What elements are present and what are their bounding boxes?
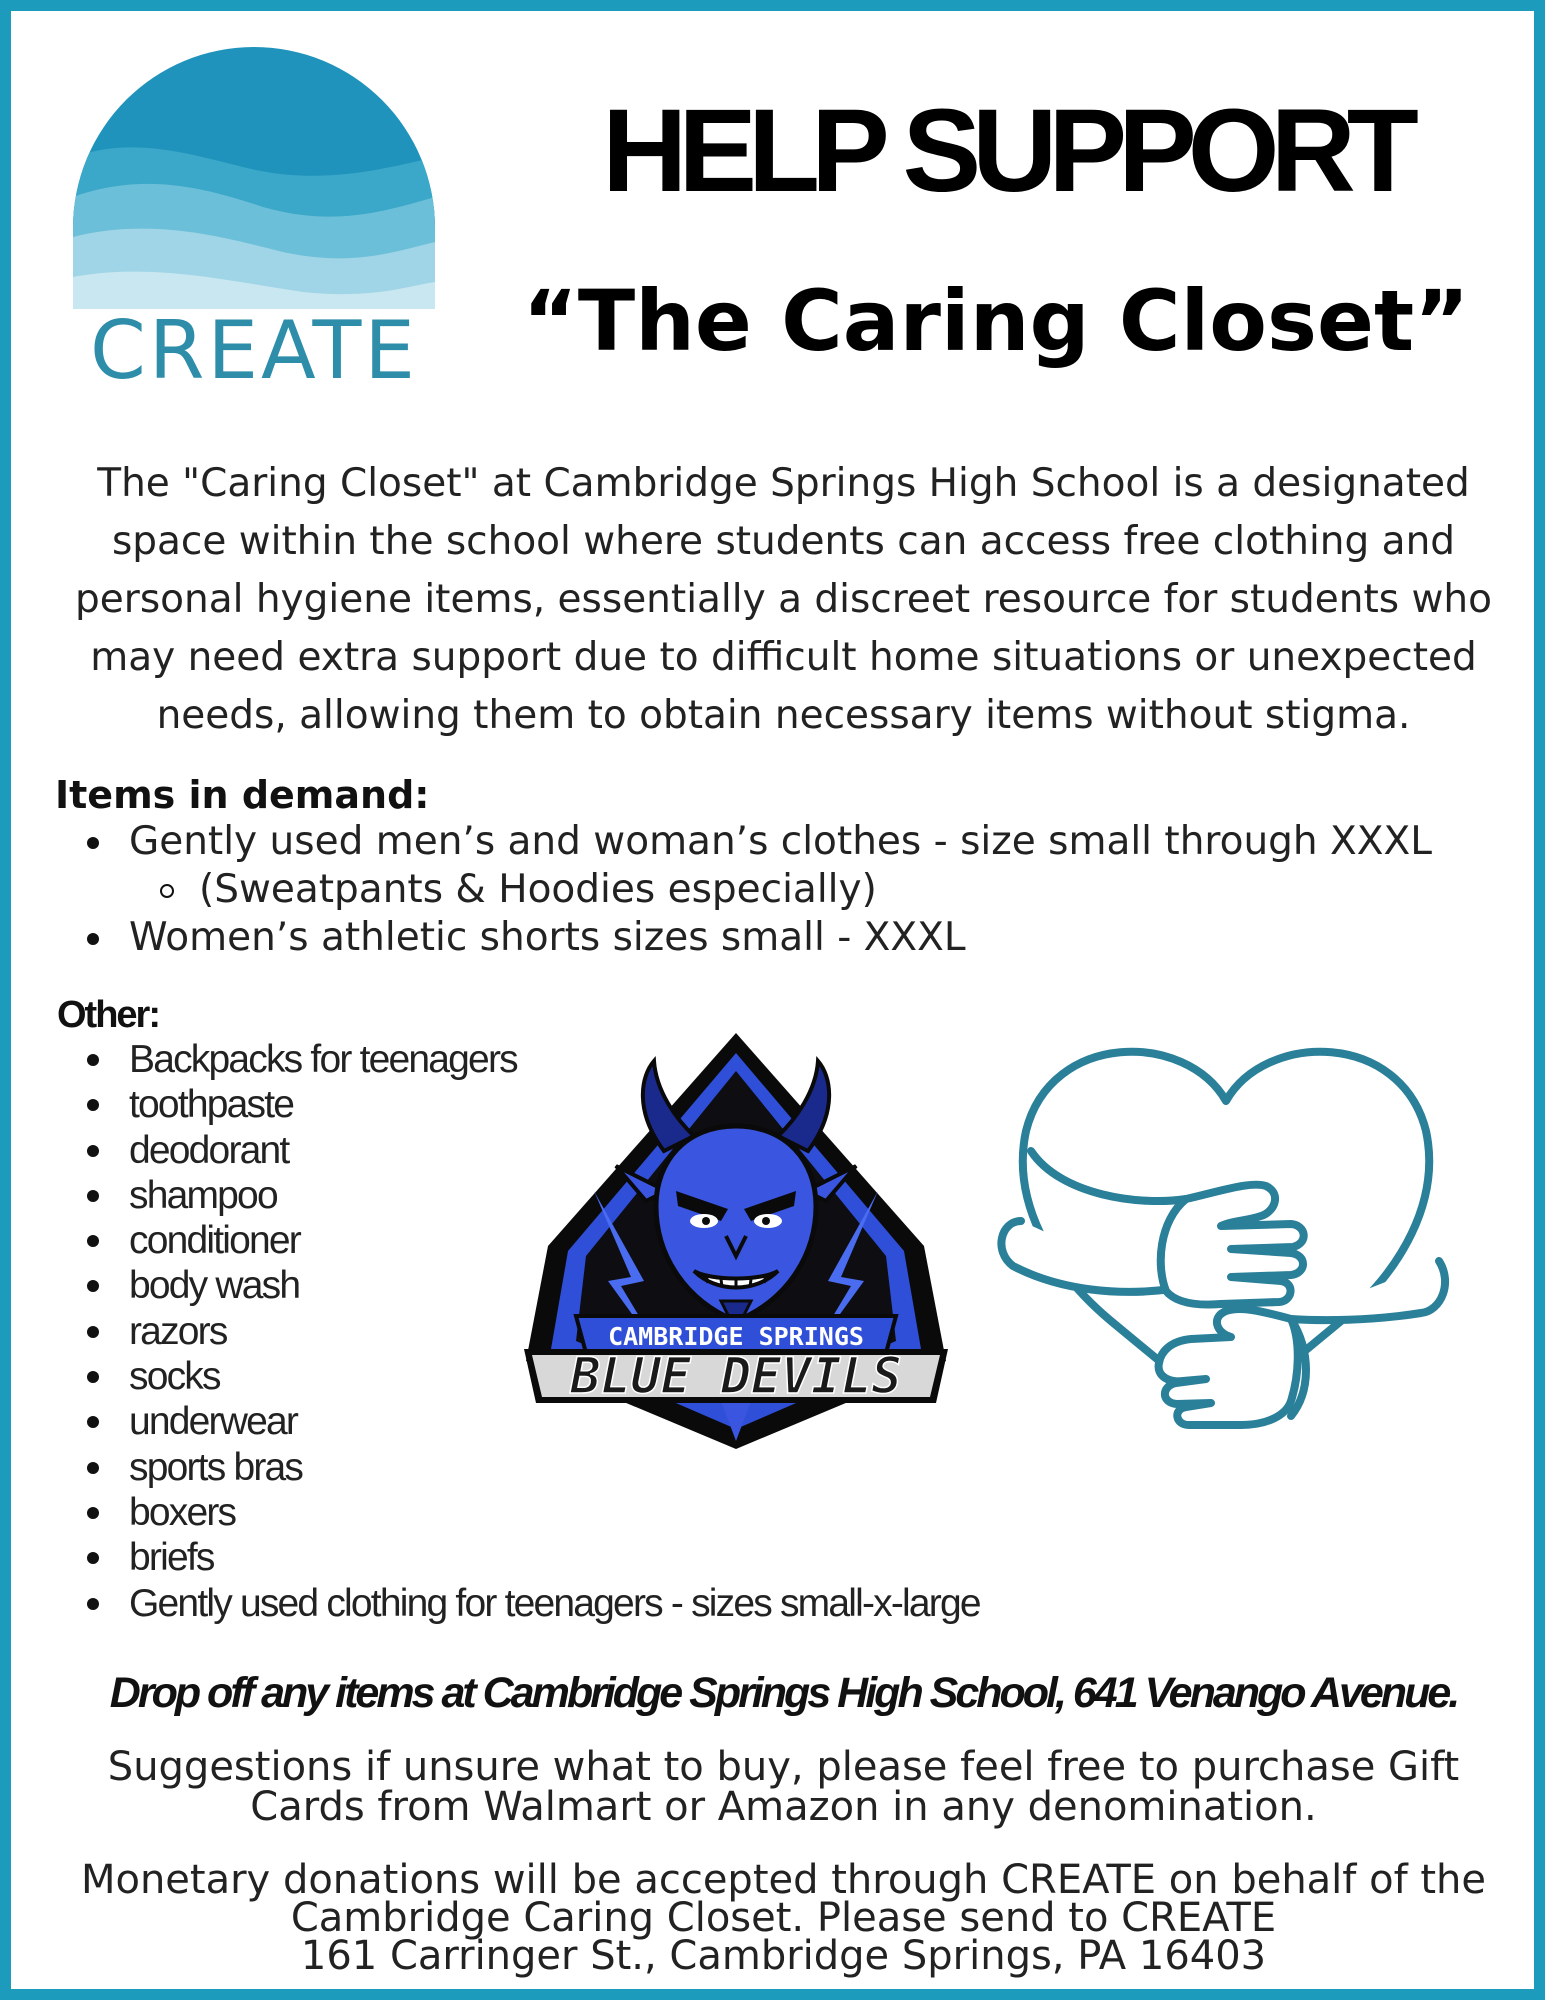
other-heading: Other: (57, 994, 159, 1036)
list-item: socks (85, 1354, 1185, 1399)
blue-devils-logo (516, 1031, 956, 1451)
list-item: deodorant (85, 1128, 1185, 1173)
suggestion-note: Suggestions if unsure what to buy, please feel free to purchase Gift Cards from Walmart or Amazon in any denomination. (107, 1744, 1460, 1830)
devils-bottom-text: BLUE DEVILS (570, 1347, 902, 1405)
list-item: underwear (85, 1399, 1185, 1444)
mailing-address: 161 Carringer St., Cambridge Springs, PA 16403 (300, 1933, 1267, 1979)
demand-heading: Items in demand: (55, 773, 430, 817)
list-item: shampoo (85, 1173, 1185, 1218)
monetary-note: Monetary donations will be accepted through CREATE on behalf of the Cambridge Caring Closet. Please send to CREATE 161 Carringer St., Cambridge Springs, PA 16403 (31, 1861, 1536, 1975)
bullet-icon (87, 1326, 99, 1338)
list-item: body wash (85, 1263, 1185, 1308)
bullet-icon (87, 1462, 99, 1474)
list-item: (Sweatpants & Hoodies especially) (85, 866, 1505, 914)
bullet-icon (87, 1280, 99, 1292)
list-item: briefs (85, 1535, 1185, 1580)
drop-off-note: Drop off any items at Cambridge Springs High School, 641 Venango Avenue. (109, 1669, 1458, 1717)
page-subtitle: “The Caring Closet” (522, 272, 1470, 370)
bullet-icon (87, 1145, 99, 1157)
bullet-icon (87, 1416, 99, 1428)
devils-top-text: CAMBRIDGE SPRINGS (608, 1322, 864, 1351)
bullet-icon (87, 933, 99, 945)
create-logo-text: CREATE (90, 304, 418, 397)
list-item: Gently used men’s and woman’s clothes - size small through XXXL (85, 818, 1505, 866)
list-item: Gently used clothing for teenagers - sizes small-x-large (85, 1581, 1185, 1626)
page-title: HELP SUPPORT (602, 85, 1410, 217)
hollow-bullet-icon (160, 884, 174, 898)
list-item: razors (85, 1309, 1185, 1354)
list-item: toothpaste (85, 1082, 1185, 1127)
list-item: Backpacks for teenagers (85, 1037, 1185, 1082)
bullet-icon (87, 1598, 99, 1610)
bullet-icon (87, 1235, 99, 1247)
bullet-icon (87, 1190, 99, 1202)
bullet-icon (87, 1099, 99, 1111)
intro-paragraph: The "Caring Closet" at Cambridge Springs High School is a designated space within the school where students can access free clothing and personal hygiene items, essentially a discreet resource for students who may need extra support due to difficult home situations or unexpected needs, allowing them to obtain necessary items without stigma. (75, 461, 1492, 738)
bullet-icon (87, 837, 99, 849)
demand-list (85, 818, 1505, 962)
list-item: boxers (85, 1490, 1185, 1535)
create-logo-icon (73, 47, 435, 309)
list-item: Women’s athletic shorts sizes small - XXXL (85, 914, 1505, 962)
list-item: conditioner (85, 1218, 1185, 1263)
bullet-icon (87, 1371, 99, 1383)
bullet-icon (87, 1054, 99, 1066)
bullet-icon (87, 1507, 99, 1519)
list-item: sports bras (85, 1445, 1185, 1490)
bullet-icon (87, 1552, 99, 1564)
heart-hug-icon (991, 1021, 1461, 1451)
